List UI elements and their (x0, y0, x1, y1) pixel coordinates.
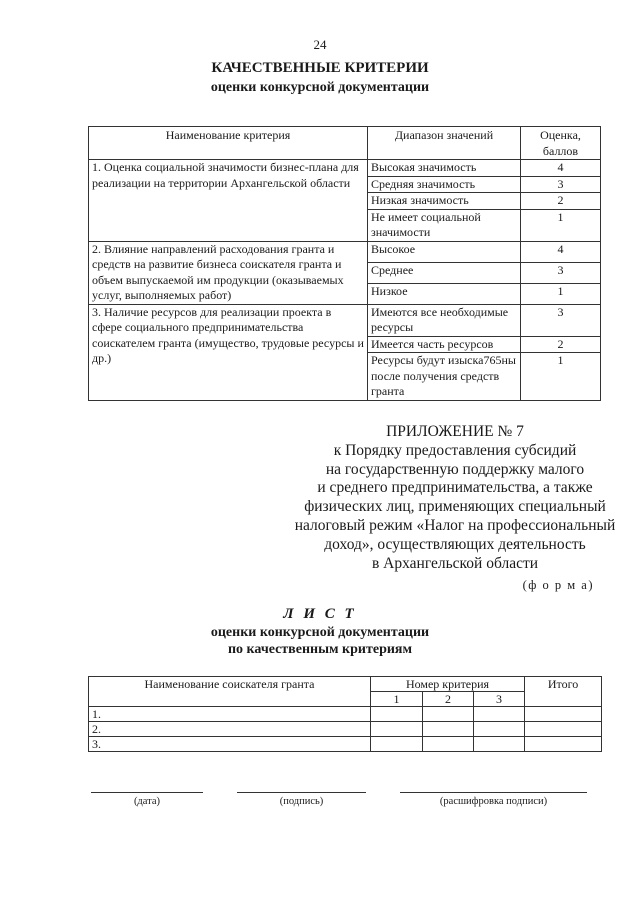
header-criterion-number: Номер критерия (371, 677, 525, 692)
value-range: Средняя значимость (368, 176, 521, 193)
appendix-line: налоговый режим «Налог на профессиональный (294, 516, 616, 534)
criteria-row (89, 241, 601, 262)
score-cell[interactable] (371, 707, 423, 722)
criteria-title: КАЧЕСТВЕННЫЕ КРИТЕРИИ (211, 60, 429, 76)
value-range: Низкая значимость (368, 193, 521, 210)
value-range: Низкое (368, 283, 521, 304)
decoding-line[interactable] (400, 792, 587, 793)
criterion-name: 1. Оценка социальной значимости бизнес-плана для реализации на территории Архангельской области (89, 160, 368, 242)
score-cell[interactable] (371, 737, 423, 752)
date-label: (дата) (133, 796, 161, 807)
value-range: Высокое (368, 241, 521, 262)
value-range: Имеется часть ресурсов (368, 336, 521, 353)
score-value: 4 (521, 160, 601, 177)
signature-label: (подпись) (279, 796, 324, 807)
score-value: 1 (521, 353, 601, 401)
total-cell[interactable] (525, 722, 602, 737)
score-value: 2 (521, 336, 601, 353)
decoding-label: (расшифровка подписи) (439, 796, 548, 807)
score-value: 2 (521, 193, 601, 210)
row-number: 3. (89, 737, 371, 752)
score-cell[interactable] (423, 707, 474, 722)
sheet-subtitle-2: по качественным критериям (227, 642, 413, 657)
header-total: Итого (525, 677, 602, 707)
score-cell[interactable] (474, 722, 525, 737)
score-value: 3 (521, 176, 601, 193)
table-row (89, 707, 602, 722)
appendix-line: доход», осуществляющих деятельность (324, 535, 586, 553)
appendix-line: физических лиц, применяющих специальный (304, 498, 606, 516)
signature-line[interactable] (237, 792, 366, 793)
sheet-subtitle: оценки конкурсной документации (210, 625, 430, 640)
header-criterion-3: 3 (474, 692, 525, 707)
value-range: Ресурсы будут изыска765ны после получения средств гранта (368, 353, 521, 401)
form-label: (ф о р м а) (522, 578, 594, 592)
value-range: Не имеет социальной значимости (368, 209, 521, 241)
appendix-block (255, 423, 640, 573)
appendix-line: на государственную поддержку малого (325, 460, 585, 478)
sheet-title: Л И С Т (283, 606, 357, 622)
header-applicant: Наименование соискателя гранта (89, 677, 371, 707)
table-row (89, 722, 602, 737)
page-number: 24 (313, 37, 327, 52)
appendix-line: к Порядку предоставления субсидий (333, 441, 577, 459)
score-value: 3 (521, 304, 601, 336)
value-range: Среднее (368, 262, 521, 283)
criteria-subtitle: оценки конкурсной документации (210, 80, 430, 95)
score-cell[interactable] (423, 722, 474, 737)
header-value-range: Диапазон значений (368, 127, 521, 160)
score-cell[interactable] (423, 737, 474, 752)
score-cell[interactable] (474, 737, 525, 752)
score-cell[interactable] (371, 722, 423, 737)
total-cell[interactable] (525, 737, 602, 752)
score-value: 4 (521, 241, 601, 262)
score-value: 3 (521, 262, 601, 283)
row-number: 2. (89, 722, 371, 737)
score-value: 1 (521, 283, 601, 304)
criteria-row (89, 304, 601, 336)
criterion-name: 3. Наличие ресурсов для реализации проекта в сфере социального предпринимательства соискателем гранта (имущество, трудовые ресурсы и др.) (89, 304, 368, 400)
criteria-table (88, 126, 601, 401)
evaluation-sheet-table (88, 676, 602, 752)
score-value: 1 (521, 209, 601, 241)
score-cell[interactable] (474, 707, 525, 722)
header-criterion-name: Наименование критерия (89, 127, 368, 160)
criteria-body (89, 160, 601, 401)
appendix-line: в Архангельской области (371, 554, 539, 572)
criteria-row (89, 160, 601, 177)
header-criterion-1: 1 (371, 692, 423, 707)
value-range: Имеются все необходимые ресурсы (368, 304, 521, 336)
date-line[interactable] (91, 792, 203, 793)
header-score: Оценка, баллов (521, 127, 601, 160)
appendix-line: и среднего предпринимательства, а также (317, 479, 593, 497)
criterion-name: 2. Влияние направлений расходования гранта и средств на развитие бизнеса соискателя гранта и объем выпускаемой им продукции (оказываемых услуг, выполняемых работ) (89, 241, 368, 304)
total-cell[interactable] (525, 707, 602, 722)
header-criterion-2: 2 (423, 692, 474, 707)
appendix-line: ПРИЛОЖЕНИЕ № 7 (386, 423, 524, 440)
table-row (89, 737, 602, 752)
value-range: Высокая значимость (368, 160, 521, 177)
row-number: 1. (89, 707, 371, 722)
